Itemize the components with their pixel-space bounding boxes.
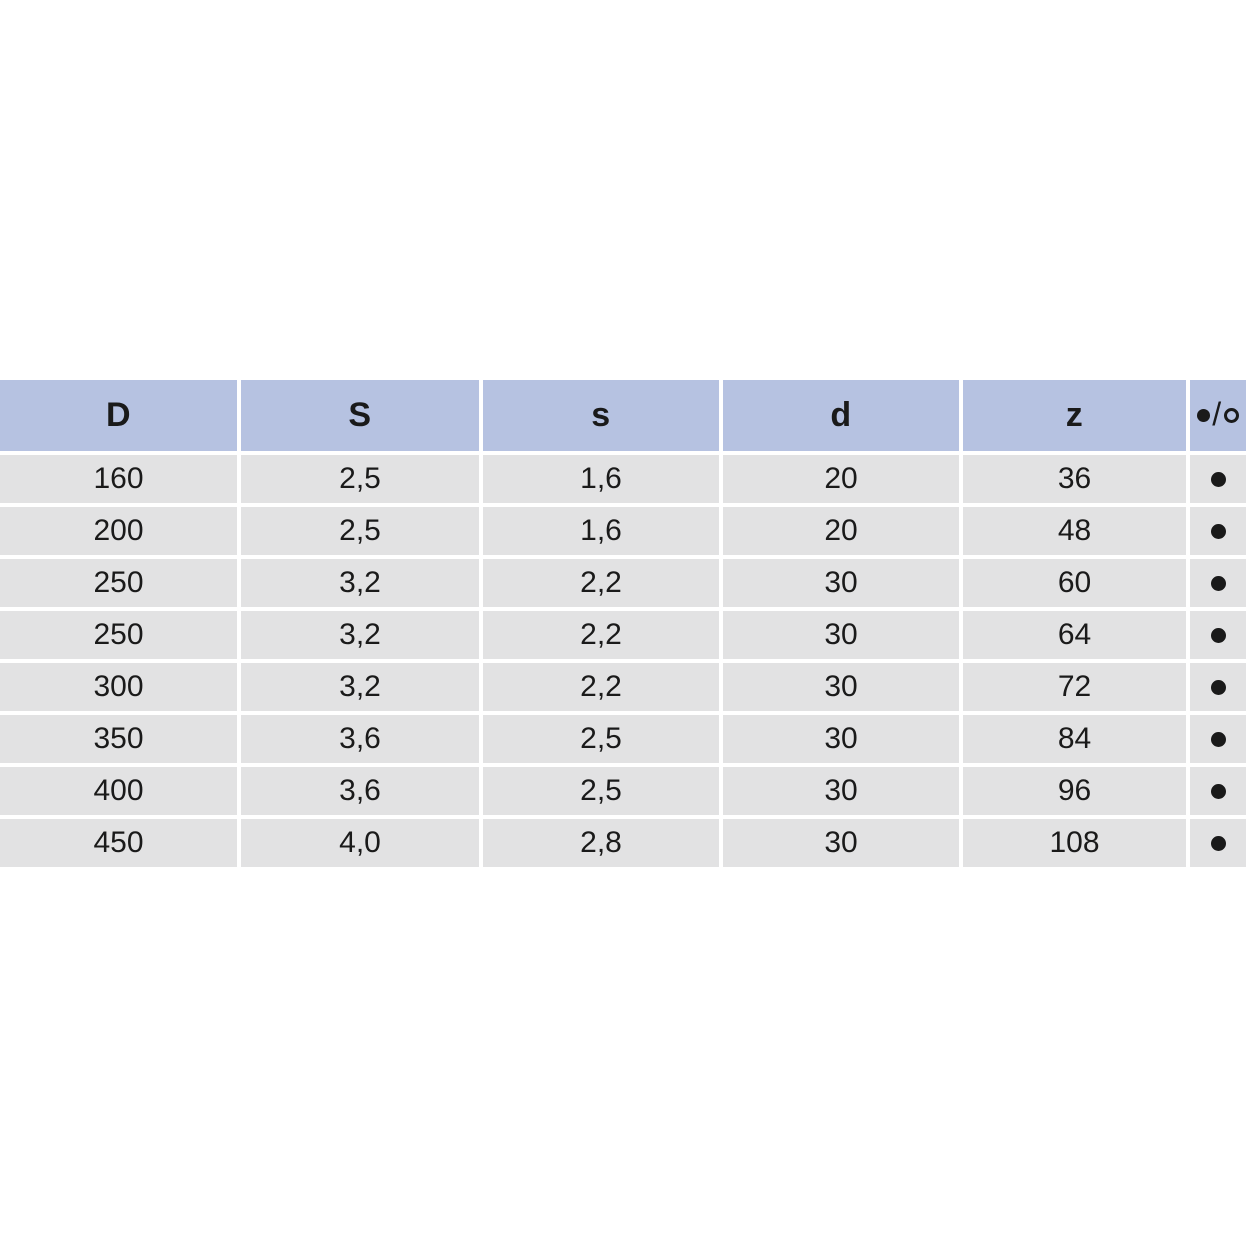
cell-symbol-row1 bbox=[1190, 455, 1246, 503]
cell-z-row2: 48 bbox=[963, 507, 1186, 555]
cell-D-row6: 350 bbox=[0, 715, 237, 763]
cell-z-row3: 60 bbox=[963, 559, 1186, 607]
cell-z-row8: 108 bbox=[963, 819, 1186, 867]
cell-s-row2: 1,6 bbox=[483, 507, 719, 555]
cell-s-row1: 1,6 bbox=[483, 455, 719, 503]
cell-d-row3: 30 bbox=[723, 559, 959, 607]
cell-S-row7: 3,6 bbox=[241, 767, 479, 815]
cell-D-row4: 250 bbox=[0, 611, 237, 659]
cell-S-row4: 3,2 bbox=[241, 611, 479, 659]
cell-s-row8: 2,8 bbox=[483, 819, 719, 867]
cell-s-row6: 2,5 bbox=[483, 715, 719, 763]
column-header-symbol bbox=[1190, 380, 1246, 451]
cell-D-row3: 250 bbox=[0, 559, 237, 607]
filled-circle-icon bbox=[1211, 836, 1226, 851]
column-header-z: z bbox=[963, 380, 1186, 451]
cell-d-row7: 30 bbox=[723, 767, 959, 815]
filled-circle-icon bbox=[1197, 409, 1210, 422]
filled-circle-icon bbox=[1211, 576, 1226, 591]
filled-circle-icon bbox=[1211, 784, 1226, 799]
cell-z-row4: 64 bbox=[963, 611, 1186, 659]
cell-symbol-row5 bbox=[1190, 663, 1246, 711]
cell-S-row3: 3,2 bbox=[241, 559, 479, 607]
filled-circle-icon bbox=[1211, 680, 1226, 695]
cell-d-row2: 20 bbox=[723, 507, 959, 555]
slash-separator: / bbox=[1212, 395, 1222, 432]
cell-d-row5: 30 bbox=[723, 663, 959, 711]
spec-table bbox=[0, 380, 1246, 867]
cell-z-row6: 84 bbox=[963, 715, 1186, 763]
cell-symbol-row7 bbox=[1190, 767, 1246, 815]
cell-s-row7: 2,5 bbox=[483, 767, 719, 815]
cell-symbol-row6 bbox=[1190, 715, 1246, 763]
cell-symbol-row4 bbox=[1190, 611, 1246, 659]
cell-D-row1: 160 bbox=[0, 455, 237, 503]
cell-s-row5: 2,2 bbox=[483, 663, 719, 711]
cell-d-row1: 20 bbox=[723, 455, 959, 503]
column-header-D: D bbox=[0, 380, 237, 451]
cell-z-row1: 36 bbox=[963, 455, 1186, 503]
cell-s-row3: 2,2 bbox=[483, 559, 719, 607]
cell-S-row6: 3,6 bbox=[241, 715, 479, 763]
cell-z-row5: 72 bbox=[963, 663, 1186, 711]
cell-s-row4: 2,2 bbox=[483, 611, 719, 659]
open-circle-icon bbox=[1224, 408, 1239, 423]
cell-symbol-row2 bbox=[1190, 507, 1246, 555]
cell-symbol-row3 bbox=[1190, 559, 1246, 607]
cell-S-row8: 4,0 bbox=[241, 819, 479, 867]
cell-D-row8: 450 bbox=[0, 819, 237, 867]
column-header-S: S bbox=[241, 380, 479, 451]
cell-D-row7: 400 bbox=[0, 767, 237, 815]
column-header-d: d bbox=[723, 380, 959, 451]
cell-S-row1: 2,5 bbox=[241, 455, 479, 503]
cell-S-row2: 2,5 bbox=[241, 507, 479, 555]
cell-symbol-row8 bbox=[1190, 819, 1246, 867]
cell-d-row8: 30 bbox=[723, 819, 959, 867]
cell-D-row2: 200 bbox=[0, 507, 237, 555]
filled-circle-icon bbox=[1211, 524, 1226, 539]
cell-z-row7: 96 bbox=[963, 767, 1186, 815]
cell-d-row4: 30 bbox=[723, 611, 959, 659]
cell-S-row5: 3,2 bbox=[241, 663, 479, 711]
cell-D-row5: 300 bbox=[0, 663, 237, 711]
column-header-s: s bbox=[483, 380, 719, 451]
filled-circle-icon bbox=[1211, 472, 1226, 487]
filled-circle-icon bbox=[1211, 628, 1226, 643]
filled-circle-icon bbox=[1211, 732, 1226, 747]
cell-d-row6: 30 bbox=[723, 715, 959, 763]
